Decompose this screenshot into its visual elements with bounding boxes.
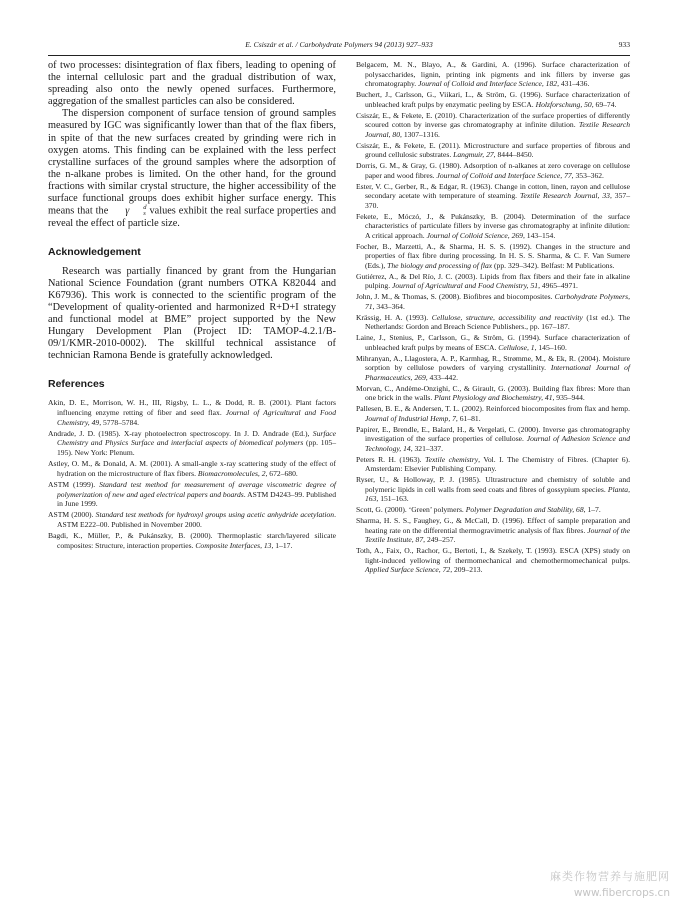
reference-item: Csiszár, E., & Fekete, E. (2011). Microstructure and surface properties of fibrous and ground cellulosic substrates. Langmuir, 27, 8444–8450.: [356, 140, 630, 160]
reference-item: Andrade, J. D. (1985). X-ray photoelectron spectroscopy. In J. D. Andrade (Ed.), Surface Chemistry and Physics Surface and interfacial aspects of biomedical polymers (pp. 105–195). New York: Plenum.: [48, 428, 336, 457]
para2-text-after: values exhibit the real surface properties and reveal the effect of particle size.: [48, 205, 336, 229]
body-paragraph-2: [48, 108, 336, 229]
references-heading: References: [48, 378, 105, 391]
reference-item: Buchert, J., Carlsson, G., Viikari, L., & Ström, G. (1996). Surface characterization of unbleached kraft pulps by enzymatic peeling by ESCA. Holzforschung, 50, 69–74.: [356, 90, 630, 109]
page-number: 933: [618, 40, 630, 49]
reference-item: Krässig, H. A. (1993). Cellulose, structure, accessibility and reactivity (1st ed.). The Netherlands: Gordon and Breach Science Publishers., pp. 167–187.: [356, 312, 631, 332]
reference-item: Sharma, H. S. S., Faughey, G., & McCall, D. (1996). Effect of sample preparation and heating rate on the differential thermogravimetric analysis of flax fibres. Journal of the Textile Institute, 87, 249–257.: [356, 516, 630, 545]
references-list-right: [356, 60, 630, 575]
reference-item: Csiszár, E., & Fekete, E. (2010). Characterization of the surface properties of differently scoured cotton by inverse gas chromatography at infinite dilution. Textile Research Journal, 80, 1307–1316.: [356, 110, 630, 139]
reference-item: Toth, A., Faix, O., Rachor, G., Bertoti, I., & Szekely, T. (1993). ESCA (XPS) study on light-induced yellowing of thermomechanical and chemothermomechanical pulps. Applied Surface Science, 72, 209–213.: [356, 546, 630, 575]
reference-item: Laine, J., Stenius, P., Carlsson, G., & Ström, G. (1994). Surface characterization of unbleached kraft pulps by means of ESCA. Cellulose, 1, 145–160.: [356, 333, 630, 352]
reference-item: Ester, V. C., Gerber, R., & Edgar, R. (1963). Change in cotton, linen, rayon and cellulose secondary acetate with temperature of steaming. Textile Research Journal, 33, 357–370.: [356, 181, 630, 210]
reference-item: ASTM (1999). Standard test method for measurement of average viscometric degree of polymerization of new and aged electrical papers and boards. ASTM D4243–99. Published in June 1999.: [48, 479, 336, 509]
reference-item: ASTM (2000). Standard test methods for hydroxyl groups using acetic anhydride acetylation. ASTM E222–00. Published in November 2000.: [48, 510, 336, 529]
gamma-symbol: γ d s: [125, 204, 147, 218]
para2-text-before: The dispersion component of surface tension of ground samples measured by IGC was significantly lower than that of the flax fibers, in spite of that the new surfaces created by grinding were rich in oxygen atoms. This finding can be explained with the less perfect crystalline surfaces of the ground samples where the adsorption of the n-alkane probes is limited. On the other hand, for the ground fractions with similar crystal structure, the higher accessibility of the surface functional groups does exhibit higher surface energy. This means that the: [48, 108, 336, 217]
running-header: [48, 40, 630, 52]
right-column: [356, 60, 630, 576]
acknowledgement-heading: Acknowledgement: [48, 245, 141, 258]
body-paragraph-1: of two processes: disintegration of flax fibers, leading to opening of the internal cellulosic part and the gradual distribution of wax, spreading also onto the newly opened surfaces. Furthermore, aggregation of the smallest particles can also be considered.: [48, 60, 336, 108]
reference-item: Ryser, U., & Holloway, P. J. (1985). Ultrastructure and chemistry of soluble and polymeric lipids in cell walls from seed coats and fibres of gossypium species. Planta, 163, 151–163.: [356, 475, 630, 504]
reference-item: Gutiérrez, A., & Del Río, J. C. (2003). Lipids from flax fibers and their fate in alkaline pulping. Journal of Agricultural and Food Chemistry, 51, 4965–4971.: [356, 271, 630, 291]
reference-item: Akin, D. E., Morrison, W. H., III, Rigsby, L. L., & Dodd, R. B. (2001). Plant factors influencing enzyme retting of fiber and seed flax. Journal of Agricultural and Food Chemistry, 49, 5778–5784.: [48, 398, 337, 427]
reference-item: Fekete, E., Móczó, J., & Pukánszky, B. (2004). Determination of the surface characteristics of particulate fillers by inverse gas chromatography at infinite dilution: A critical approach. Journal of Colloid Science, 269, 143–154.: [356, 211, 630, 240]
reference-item: John, J. M., & Thomas, S. (2008). Biofibres and biocomposites. Carbohydrate Polymers, 71, 343–364.: [356, 292, 630, 311]
reference-item: Morvan, C., Andème-Onzighi, C., & Girault, G. (2003). Building flax fibres: More than one brick in the walls. Plant Physiology and Biochemistry, 41, 935–944.: [356, 383, 630, 403]
site-watermark: [550, 868, 670, 899]
reference-item: Pallesen, B. E., & Andersen, T. L. (2002). Reinforced biocomposites from flax and hemp. Journal of Industrial Hemp, 7, 61–81.: [356, 404, 630, 423]
reference-item: Belgacem, M. N., Blayo, A., & Gardini, A. (1996). Surface characterization of polysaccharides, lignin, printing ink pigments and ink fillers by inverse gas chromatography. Journal of Colloid and Interface Science, 182, 431–436.: [356, 60, 630, 89]
acknowledgement-text: Research was partially financed by grant from the Hungarian National Science Foundation (grant numbers OTKA K82044 and K67936). This work is connected to the scientific program of the “Development of quality-oriented and harmonized R+D+I strategy and functional model at BME” project supported by the New Hungary Development Plan (Project ID: TAMOP-4.2.1/B-09/1/KMR-2010-0002). The skillful technical assistance of technician Ramona Bende is gratefully acknowledged.: [48, 265, 336, 362]
reference-item: Dorris, G. M., & Gray, G. (1980). Adsorption of n-alkanes at zero coverage on cellulose paper and wood fibres. Journal of Colloid and Interface Science, 77, 353–362.: [356, 161, 630, 180]
reference-item: Bagdi, K., Müller, P., & Pukánszky, B. (2000). Thermoplastic starch/layered silicate composites: Structure, interaction properties. Composite Interfaces, 13, 1–17.: [48, 531, 336, 550]
reference-item: Scott, G. (2000). ‘Green’ polymers. Polymer Degradation and Stability, 68, 1–7.: [356, 505, 601, 515]
reference-item: Papirer, E., Brendle, E., Balard, H., & Vergelati, C. (2000). Inverse gas chromatography investigation of the surface properties of cellulose. Journal of Adhesion Science and Technology, 14, 321–337.: [356, 424, 630, 453]
reference-item: Peters R. H. (1963). Textile chemistry, Vol. I. The Chemistry of Fibres. (Chapter 6). Amsterdam: Elsevier Publishing Company.: [356, 454, 630, 474]
references-list-left: [48, 398, 336, 550]
reference-item: Astley, O. M., & Donald, A. M. (2001). A small-angle x-ray scattering study of the effect of hydration on the microstructure of flax fibers. Biomacromolecules, 2, 672–680.: [48, 459, 336, 478]
watermark-url: www.fibercrops.cn: [573, 887, 670, 899]
reference-item: Mihranyan, A., Llagostera, A. P., Karmhag, R., Strømme, M., & Ek, R. (2004). Moisture sorption by cellulose powders of varying crystallinity. International Journal of Pharmaceutics, 269, 433–442.: [356, 353, 630, 382]
watermark-site-name: 麻类作物营养与施肥网: [550, 870, 670, 883]
reference-item: Focher, B., Marzetti, A., & Sharma, H. S. S. (1992). Changes in the structure and properties of flax fibre during processing. In H. S. S. Sharma, & C. F. Van Sumere (Eds.), The biology and processing of flax (pp. 329–342). Belfast: M Publications.: [356, 241, 630, 270]
running-title: E. Csiszár et al. / Carbohydrate Polymers 94 (2013) 927–933: [245, 40, 433, 49]
left-column: [48, 60, 336, 552]
header-rule: [48, 55, 630, 56]
